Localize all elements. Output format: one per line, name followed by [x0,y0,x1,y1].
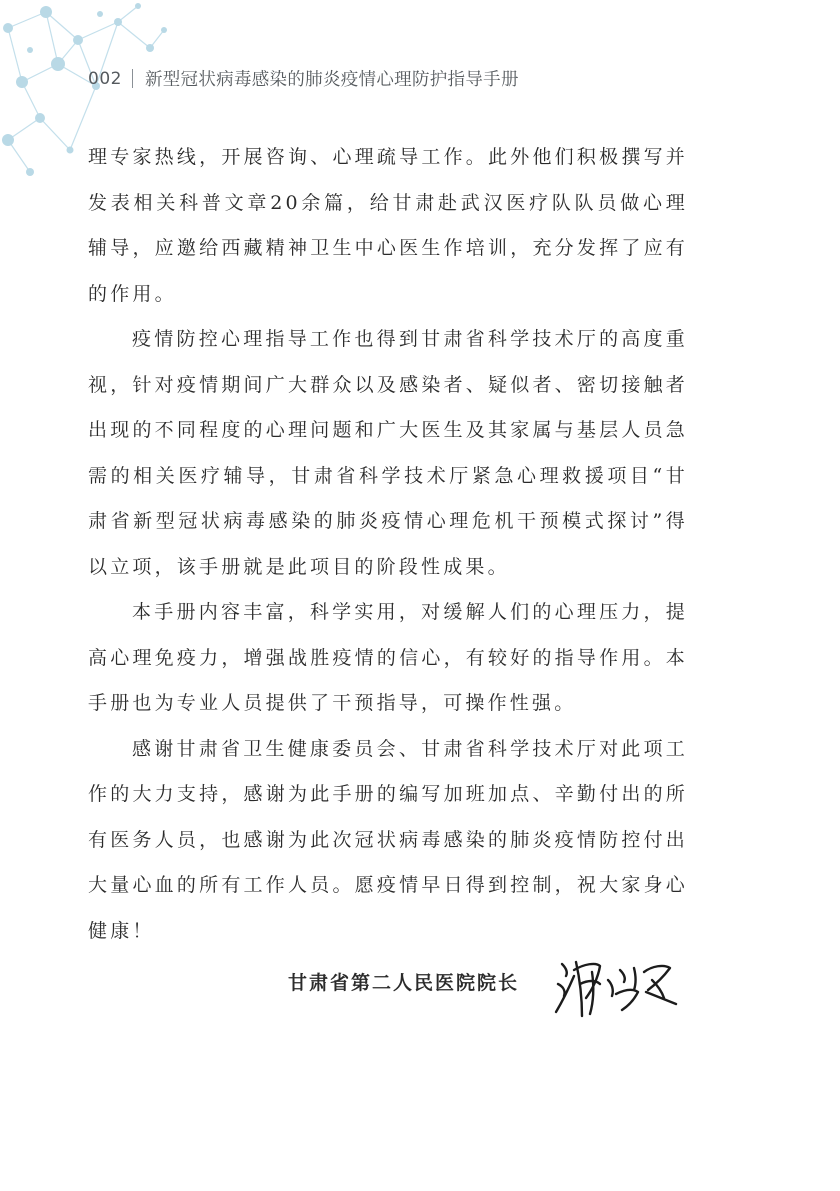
paragraph-1: 理专家热线，开展咨询、心理疏导工作。此外他们积极撰写并发表相关科普文章20余篇，给甘肃赴武汉医疗队队员做心理辅导，应邀给西藏精神卫生中心医生作培训，充分发挥了应有的作用。 [88,146,688,305]
paragraph-2: 疫情防控心理指导工作也得到甘肃省科学技术厅的高度重视，针对疫情期间广大群众以及感染者、疑似者、密切接触者出现的不同程度的心理问题和广大医生及其家属与基层人员急需的相关医疗辅导，甘肃省科学技术厅紧急心理救援项目“甘肃省新型冠状病毒感染的肺炎疫情心理危机干预模式探讨”得以立项，该手册就是此项目的阶段性成果。 [88,328,688,578]
page-header [88,66,519,91]
header-divider [132,69,133,88]
paragraph-4: 感谢甘肃省卫生健康委员会、甘肃省科学技术厅对此项工作的大力支持，感谢为此手册的编写加班加点、辛勤付出的所有医务人员，也感谢为此次冠状病毒感染的肺炎疫情防控付出大量心血的所有工作人员。愿疫情早日得到控制，祝大家身心健康！ [88,737,688,942]
page-number: 002 [88,68,122,89]
book-title: 新型冠状病毒感染的肺炎疫情心理防护指导手册 [144,70,519,90]
page-body [88,135,688,954]
handwritten-signature [552,950,682,1022]
signature-block [288,950,708,1030]
signer-title: 甘肃省第二人民医院院长 [288,972,520,994]
paragraph-3: 本手册内容丰富，科学实用，对缓解人们的心理压力，提高心理免疫力，增强战胜疫情的信心，有较好的指导作用。本手册也为专业人员提供了干预指导，可操作性强。 [88,601,688,714]
